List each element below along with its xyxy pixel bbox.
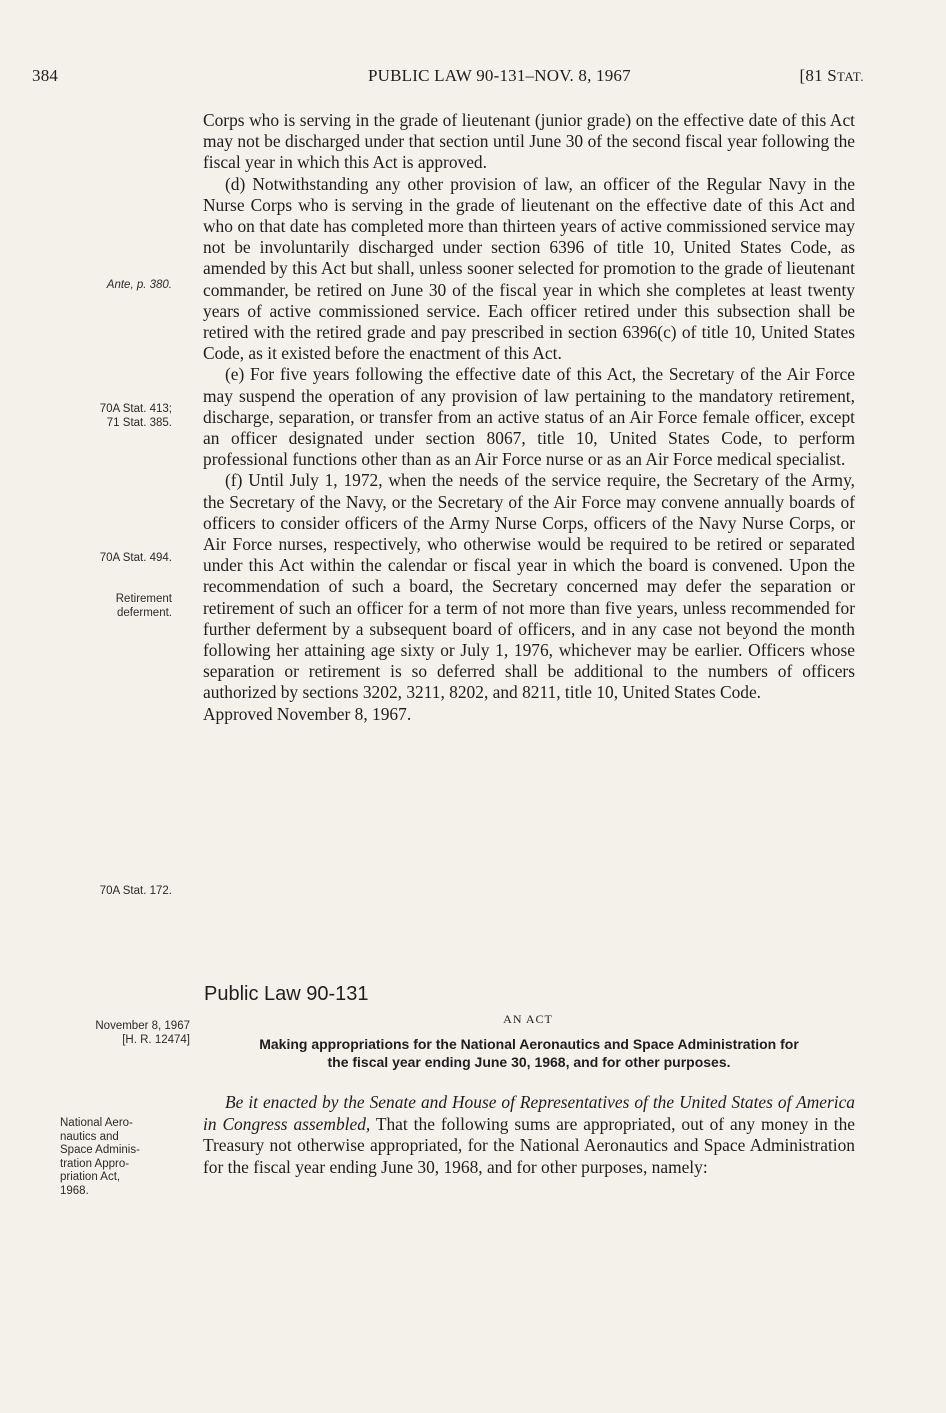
margin-note-retirement: Retirement deferment. bbox=[115, 593, 172, 619]
enacting-text: That the following sums are appropriated, out of any money in the Treasury not otherwise appropriated, for the National Aeronautics and Space Administration for the fiscal year ending June 30, 1968, and for other purposes, namely: bbox=[203, 1113, 855, 1177]
subsection-c-continued: Corps who is serving in the grade of lieutenant (junior grade) on the effective date of this Act may not be discharged under that section until June 30 of the second fiscal year following the fiscal year in which this Act is approved. bbox=[203, 110, 855, 173]
margin-note-date: November 8, 1967 [H. R. 12474] bbox=[95, 1020, 190, 1046]
running-title: PUBLIC LAW 90-131–NOV. 8, 1967 bbox=[368, 66, 631, 85]
stat-ref-suffix: TAT. bbox=[836, 69, 864, 84]
section-body bbox=[203, 110, 855, 725]
subsection-d: (d) Notwithstanding any other provision of law, an officer of the Regular Navy in the Nurse Corps who is serving in the grade of lieutenant on the effective date of this Act and who on that date has completed more than thirteen years of active commissioned service may not be involuntarily discharged under section 6396 of title 10, United States Code, as amended by this Act but shall, unless sooner selected for promotion to the grade of lieutenant commander, be retired on June 30 of the fiscal year in which she completes at least twenty years of active commissioned service. Each officer retired under this subsection shall be retired with the retired grade and pay prescribed in section 6396(c) of title 10, United States Code, as it existed before the enactment of this Act. bbox=[203, 173, 855, 364]
margin-note-nasa-act: National Aero- nautics and Space Adminis- tration Appro- priation Act, 1968. bbox=[60, 1117, 140, 1197]
act-purpose: Making appropriations for the National Aeronautics and Space Administration for the fiscal year ending June 30, 1968, and for other purposes. bbox=[259, 1036, 799, 1070]
margin-note-ante: Ante, p. 380. bbox=[106, 279, 172, 291]
approval-date: Approved November 8, 1967. bbox=[203, 703, 412, 724]
subsection-e: (e) For five years following the effective date of this Act, the Secretary of the Air Force may suspend the operation of any provision of law pertaining to the mandatory retirement, discharge, separation, or transfer from an active status of an Air Force female officer, except an officer designated under section 8067, title 10, United States Code, to perform professional functions other than as an Air Force nurse or as an Air Force medical specialist. bbox=[203, 364, 855, 470]
margin-note-stat-494: 70A Stat. 494. bbox=[99, 552, 172, 564]
subsection-f: (f) Until July 1, 1972, when the needs of the service require, the Secretary of the Army, the Secretary of the Navy, or the Secretary of the Air Force may convene annually boards of officers to consider officers of the Army Nurse Corps, officers of the Navy Nurse Corps, or Air Force nurses, respectively, who otherwise would be required to be retired or separated under this Act within the calendar or fiscal year in which the board is convened. Upon the recommendation of such a board, the Secretary concerned may defer the separation or retirement of such an officer for a term of not more than five years, unless recommended for further deferment by a subsequent board of officers, and in any case not beyond the month following her attaining age sixty or July 1, 1976, whichever may be earlier. Officers whose separation or retirement is so deferred shall be additional to the numbers of officers authorized by sections 3202, 3211, 8202, and 8211, title 10, United States Code. bbox=[203, 470, 855, 703]
act-label: AN ACT bbox=[503, 1012, 553, 1026]
margin-note-stat-172: 70A Stat. 172. bbox=[99, 885, 172, 897]
stat-ref-prefix: [81 S bbox=[799, 66, 837, 85]
public-law-heading: Public Law 90-131 bbox=[204, 983, 369, 1005]
margin-note-stat-413: 70A Stat. 413; 71 Stat. 385. bbox=[99, 403, 172, 429]
statute-reference bbox=[800, 66, 864, 86]
enacting-clause: Be it enacted by the Senate and House of Representatives of the United States of America in Congress assembled, bbox=[203, 1092, 855, 1134]
enacting-paragraph bbox=[203, 1092, 855, 1178]
page-number: 384 bbox=[32, 66, 59, 85]
